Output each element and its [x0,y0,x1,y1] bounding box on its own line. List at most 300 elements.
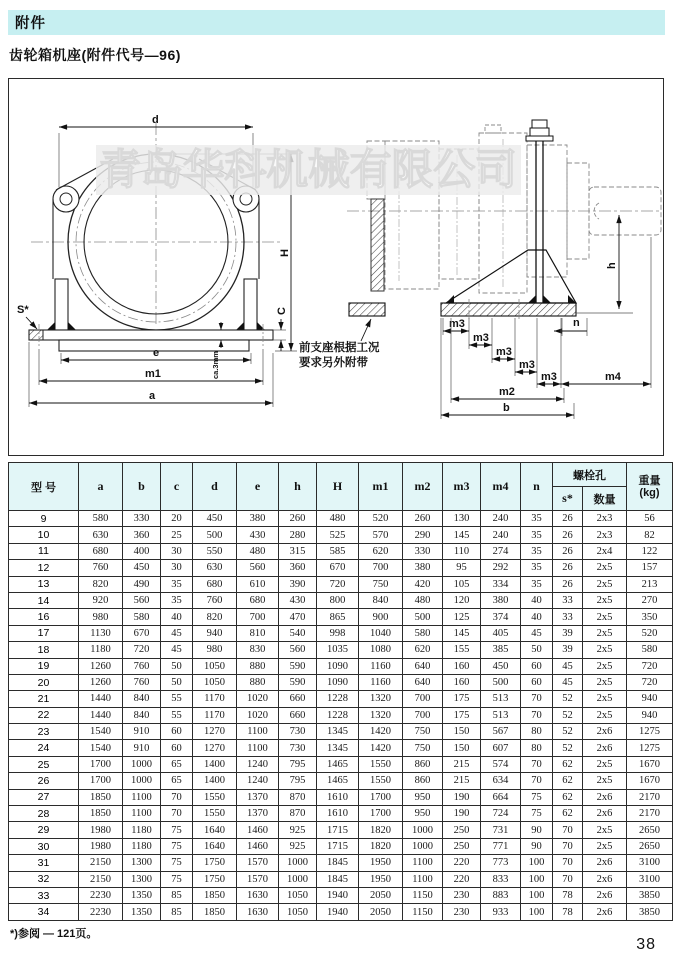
value-cell: 883 [481,887,521,903]
value-cell: 70 [521,773,553,789]
dim-m3-label: m3 [496,346,512,358]
value-cell: 2x6 [583,871,627,887]
gap-note-label: ca.3mm [211,351,220,379]
dim-m3-label: m3 [473,332,489,344]
value-cell: 880 [237,658,279,674]
value-cell: 1320 [359,707,403,723]
value-cell: 60 [521,658,553,674]
dim-d-label: d [152,114,159,126]
value-cell: 560 [279,642,317,658]
value-cell: 430 [237,527,279,543]
value-cell: 940 [193,625,237,641]
value-cell: 2x5 [583,592,627,608]
model-cell: 28 [9,806,79,822]
value-cell: 660 [279,707,317,723]
value-cell: 420 [403,576,443,592]
value-cell: 1465 [317,756,359,772]
table-row [9,609,673,625]
value-cell: 1400 [193,756,237,772]
value-cell: 60 [161,724,193,740]
note-line-2: 要求另外附带 [299,357,368,369]
value-cell: 1570 [237,871,279,887]
value-cell: 50 [161,674,193,690]
value-cell: 3100 [627,871,673,887]
value-cell: 2x5 [583,691,627,707]
value-cell: 52 [553,691,583,707]
value-cell: 62 [553,756,583,772]
value-cell: 1160 [359,674,403,690]
value-cell: 1050 [193,658,237,674]
value-cell: 720 [627,658,673,674]
value-cell: 157 [627,560,673,576]
dim-m3-label: m3 [519,359,535,371]
value-cell: 220 [443,855,481,871]
value-cell: 585 [317,543,359,559]
value-cell: 513 [481,707,521,723]
value-cell: 620 [359,543,403,559]
value-cell: 520 [627,625,673,641]
col-b: b [123,463,161,511]
value-cell: 1000 [279,855,317,871]
value-cell: 2230 [79,904,123,920]
col-qty: 数量 [583,487,627,511]
col-m1: m1 [359,463,403,511]
value-cell: 1050 [279,887,317,903]
value-cell: 980 [193,642,237,658]
value-cell: 664 [481,789,521,805]
value-cell: 45 [521,625,553,641]
value-cell: 1260 [79,674,123,690]
value-cell: 52 [553,724,583,740]
value-cell: 35 [521,543,553,559]
model-cell: 33 [9,887,79,903]
value-cell: 500 [481,674,521,690]
value-cell: 1050 [279,904,317,920]
value-cell: 700 [237,609,279,625]
value-cell: 334 [481,576,521,592]
value-cell: 1845 [317,871,359,887]
value-cell: 75 [161,855,193,871]
value-cell: 292 [481,560,521,576]
value-cell: 1820 [359,822,403,838]
value-cell: 2x5 [583,625,627,641]
value-cell: 2x5 [583,838,627,854]
value-cell: 274 [481,543,521,559]
table-row [9,592,673,608]
value-cell: 610 [237,576,279,592]
dim-e-label: e [153,347,160,359]
value-cell: 933 [481,904,521,920]
value-cell: 1270 [193,740,237,756]
value-cell: 1670 [627,756,673,772]
value-cell: 1820 [359,838,403,854]
value-cell: 26 [553,543,583,559]
weight-label: 重量 [638,474,661,487]
value-cell: 1570 [237,855,279,871]
value-cell: 26 [553,576,583,592]
value-cell: 3850 [627,887,673,903]
value-cell: 760 [79,560,123,576]
value-cell: 1630 [237,904,279,920]
table-row [9,887,673,903]
value-cell: 2x5 [583,822,627,838]
value-cell: 380 [237,511,279,527]
value-cell: 1850 [193,904,237,920]
value-cell: 380 [403,560,443,576]
value-cell: 26 [553,511,583,527]
value-cell: 35 [161,592,193,608]
model-cell: 12 [9,560,79,576]
value-cell: 1630 [237,887,279,903]
value-cell: 175 [443,707,481,723]
value-cell: 35 [521,511,553,527]
value-cell: 52 [553,740,583,756]
value-cell: 100 [521,904,553,920]
value-cell: 840 [123,707,161,723]
table-row [9,527,673,543]
dim-m2-label: m2 [499,386,515,398]
value-cell: 60 [521,674,553,690]
value-cell: 450 [481,658,521,674]
dim-C-label: C [276,307,288,315]
value-cell: 567 [481,724,521,740]
value-cell: 20 [161,511,193,527]
value-cell: 290 [403,527,443,543]
value-cell: 125 [443,609,481,625]
section-header-bar [8,10,665,35]
value-cell: 1750 [193,871,237,887]
value-cell: 40 [161,609,193,625]
value-cell: 480 [403,592,443,608]
col-weight [627,463,673,511]
value-cell: 110 [443,543,481,559]
value-cell: 230 [443,904,481,920]
value-cell: 1440 [79,691,123,707]
value-cell: 120 [443,592,481,608]
value-cell: 480 [317,511,359,527]
value-cell: 220 [443,871,481,887]
value-cell: 2050 [359,904,403,920]
value-cell: 1100 [403,871,443,887]
value-cell: 750 [359,576,403,592]
value-cell: 724 [481,806,521,822]
table-row [9,838,673,854]
value-cell: 1100 [237,740,279,756]
value-cell: 60 [161,740,193,756]
table-row [9,560,673,576]
value-cell: 1275 [627,724,673,740]
value-cell: 2x6 [583,904,627,920]
value-cell: 65 [161,773,193,789]
value-cell: 1240 [237,773,279,789]
value-cell: 1170 [193,691,237,707]
value-cell: 1275 [627,740,673,756]
col-m4: m4 [481,463,521,511]
value-cell: 350 [627,609,673,625]
value-cell: 70 [553,871,583,887]
watermark [96,145,521,195]
value-cell: 160 [443,658,481,674]
value-cell: 100 [521,855,553,871]
value-cell: 2x6 [583,740,627,756]
value-cell: 1130 [79,625,123,641]
value-cell: 750 [403,724,443,740]
value-cell: 230 [443,887,481,903]
value-cell: 240 [481,527,521,543]
model-cell: 16 [9,609,79,625]
dim-m1-label: m1 [145,368,161,380]
value-cell: 1050 [193,674,237,690]
value-cell: 680 [237,592,279,608]
value-cell: 1170 [193,707,237,723]
value-cell: 270 [627,592,673,608]
value-cell: 670 [317,560,359,576]
model-cell: 14 [9,592,79,608]
value-cell: 920 [79,592,123,608]
value-cell: 45 [553,674,583,690]
value-cell: 1610 [317,789,359,805]
value-cell: 680 [193,576,237,592]
value-cell: 1540 [79,740,123,756]
value-cell: 26 [553,560,583,576]
value-cell: 560 [237,560,279,576]
value-cell: 750 [403,740,443,756]
value-cell: 2x5 [583,756,627,772]
value-cell: 490 [123,576,161,592]
value-cell: 1270 [193,724,237,740]
value-cell: 840 [123,691,161,707]
value-cell: 1090 [317,674,359,690]
value-cell: 26 [553,527,583,543]
model-cell: 20 [9,674,79,690]
value-cell: 1000 [123,773,161,789]
value-cell: 680 [79,543,123,559]
value-cell: 1100 [123,806,161,822]
value-cell: 260 [403,511,443,527]
model-cell: 26 [9,773,79,789]
value-cell: 800 [317,592,359,608]
value-cell: 833 [481,871,521,887]
value-cell: 2x5 [583,609,627,625]
value-cell: 760 [193,592,237,608]
value-cell: 1950 [359,855,403,871]
value-cell: 500 [193,527,237,543]
model-cell: 30 [9,838,79,854]
value-cell: 560 [123,592,161,608]
value-cell: 33 [553,592,583,608]
value-cell: 925 [279,822,317,838]
value-cell: 574 [481,756,521,772]
value-cell: 360 [279,560,317,576]
value-cell: 56 [627,511,673,527]
value-cell: 1980 [79,838,123,854]
value-cell: 215 [443,756,481,772]
value-cell: 1700 [79,773,123,789]
model-cell: 34 [9,904,79,920]
value-cell: 1180 [79,642,123,658]
value-cell: 1150 [403,904,443,920]
value-cell: 52 [553,707,583,723]
value-cell: 40 [521,592,553,608]
table-row [9,658,673,674]
note-line-1: 前支座根据工况 [299,342,380,354]
table-row [9,904,673,920]
value-cell: 1100 [123,789,161,805]
value-cell: 720 [123,642,161,658]
table-row [9,773,673,789]
value-cell: 1940 [317,887,359,903]
value-cell: 480 [237,543,279,559]
value-cell: 2x6 [583,887,627,903]
value-cell: 250 [443,838,481,854]
value-cell: 820 [193,609,237,625]
value-cell: 773 [481,855,521,871]
value-cell: 430 [279,592,317,608]
value-cell: 70 [521,691,553,707]
value-cell: 1845 [317,855,359,871]
value-cell: 450 [123,560,161,576]
value-cell: 1550 [193,789,237,805]
value-cell: 640 [403,658,443,674]
value-cell: 2150 [79,855,123,871]
watermark-text: 青岛华科机械有限公司 [99,146,517,193]
value-cell: 39 [553,642,583,658]
value-cell: 145 [443,625,481,641]
value-cell: 75 [161,871,193,887]
value-cell: 2230 [79,887,123,903]
value-cell: 1700 [79,756,123,772]
value-cell: 1100 [237,724,279,740]
value-cell: 700 [403,707,443,723]
value-cell: 580 [123,609,161,625]
value-cell: 330 [123,511,161,527]
value-cell: 190 [443,789,481,805]
value-cell: 1180 [123,838,161,854]
value-cell: 1550 [359,773,403,789]
col-H: H [317,463,359,511]
value-cell: 470 [279,609,317,625]
technical-drawing-panel [8,78,664,456]
value-cell: 45 [553,658,583,674]
model-cell: 19 [9,658,79,674]
value-cell: 520 [359,511,403,527]
table-row [9,724,673,740]
value-cell: 62 [553,773,583,789]
value-cell: 95 [443,560,481,576]
value-cell: 33 [553,609,583,625]
value-cell: 45 [161,642,193,658]
dim-n-label: n [573,317,580,329]
value-cell: 2x5 [583,642,627,658]
value-cell: 1610 [317,806,359,822]
page-number: 38 [636,936,656,953]
value-cell: 580 [403,625,443,641]
table-row [9,543,673,559]
table-row [9,707,673,723]
value-cell: 1550 [359,756,403,772]
value-cell: 1000 [403,838,443,854]
dim-a-label: a [149,390,156,402]
value-cell: 1950 [359,871,403,887]
model-cell: 11 [9,543,79,559]
value-cell: 30 [161,560,193,576]
value-cell: 1260 [79,658,123,674]
value-cell: 940 [627,707,673,723]
value-cell: 78 [553,887,583,903]
col-s-star: s* [553,487,583,511]
table-row [9,855,673,871]
value-cell: 70 [553,838,583,854]
value-cell: 100 [521,871,553,887]
value-cell: 45 [161,625,193,641]
value-cell: 760 [123,658,161,674]
value-cell: 1370 [237,806,279,822]
footnote: *)参阅 — 121页。 [10,928,98,940]
value-cell: 1715 [317,822,359,838]
dim-b-label: b [503,402,510,414]
value-cell: 330 [403,543,443,559]
model-cell: 9 [9,511,79,527]
value-cell: 1345 [317,740,359,756]
rear-plate [371,199,384,291]
dimensions-table [8,462,673,921]
value-cell: 607 [481,740,521,756]
value-cell: 1550 [193,806,237,822]
value-cell: 1700 [359,789,403,805]
value-cell: 2x5 [583,576,627,592]
col-c: c [161,463,193,511]
value-cell: 1540 [79,724,123,740]
value-cell: 2x6 [583,789,627,805]
value-cell: 630 [193,560,237,576]
value-cell: 315 [279,543,317,559]
value-cell: 374 [481,609,521,625]
col-n: n [521,463,553,511]
value-cell: 62 [553,789,583,805]
value-cell: 150 [443,740,481,756]
value-cell: 380 [481,592,521,608]
value-cell: 105 [443,576,481,592]
model-cell: 22 [9,707,79,723]
value-cell: 700 [403,691,443,707]
value-cell: 830 [237,642,279,658]
value-cell: 580 [79,511,123,527]
value-cell: 85 [161,887,193,903]
value-cell: 925 [279,838,317,854]
value-cell: 35 [161,576,193,592]
value-cell: 795 [279,773,317,789]
value-cell: 1460 [237,822,279,838]
weight-unit: (kg) [639,486,660,499]
value-cell: 570 [359,527,403,543]
value-cell: 1228 [317,691,359,707]
value-cell: 950 [403,789,443,805]
value-cell: 1000 [279,871,317,887]
table-row [9,789,673,805]
value-cell: 640 [403,674,443,690]
value-cell: 25 [161,527,193,543]
model-cell: 21 [9,691,79,707]
value-cell: 35 [521,560,553,576]
table-row [9,674,673,690]
value-cell: 860 [403,756,443,772]
model-cell: 29 [9,822,79,838]
value-cell: 730 [279,740,317,756]
value-cell: 2x4 [583,543,627,559]
value-cell: 2x5 [583,674,627,690]
value-cell: 39 [553,625,583,641]
value-cell: 1440 [79,707,123,723]
